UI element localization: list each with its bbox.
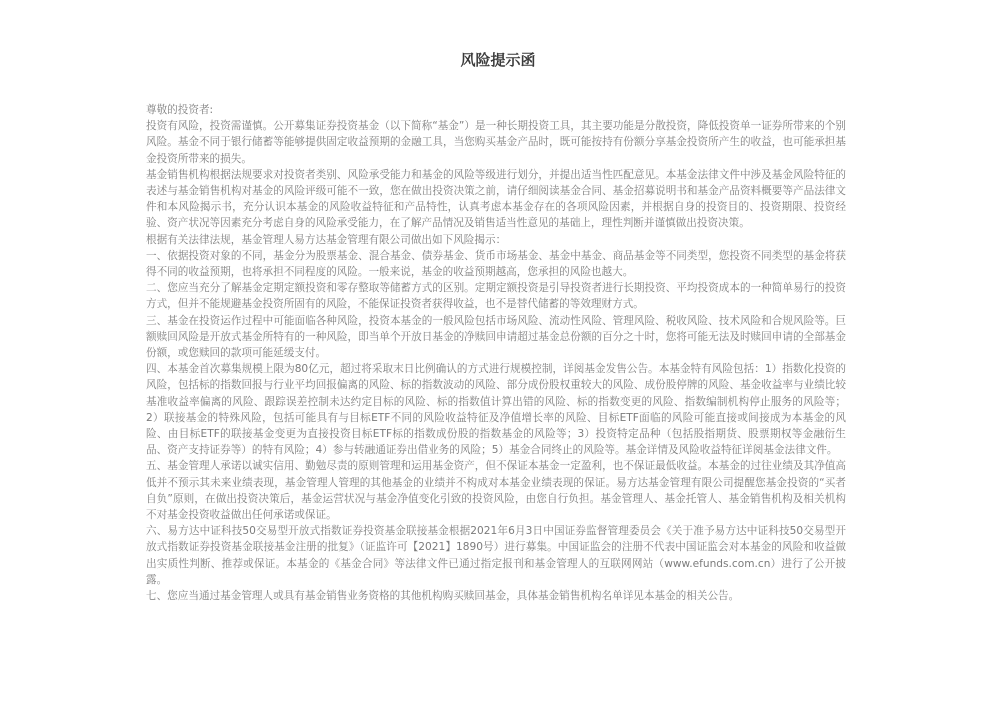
paragraph-item-2: 二、您应当充分了解基金定期定额投资和零存整取等储蓄方式的区别。定期定额投资是引导投资者进行长期投资、平均投资成本的一种简单易行的投资方式，但并不能规避基金投资所固有的风险，不能保证投资者获得收益，也不是替代储蓄的等效理财方式。 <box>146 282 846 311</box>
paragraph-item-4: 四、本基金首次募集规模上限为80亿元，超过将采取末日比例确认的方式进行规模控制，详阅基金发售公告。本基金特有风险包括：1）指数化投资的风险，包括标的指数回报与行业平均回报偏离的风险、标的指数波动的风险、部分成份股权重较大的风险、成份股停牌的风险、基金收益率与业绩比较基准收益率偏离的风险、跟踪误差控制未达约定目标的风险、标的指数值计算出错的风险、标的指数变更的风险、指数编制机构停止服务的风险等；2）联接基金的特殊风险，包括可能具有与目标ETF不同的风险收益特征及净值增长率的风险、目标ETF面临的风险可能直接或间接成为本基金的风险、由目标ETF的联接基金变更为直接投资目标ETF标的指数成份股的指数基金的风险等；3）投资特定品种（包括股指期货、股票期权等金融衍生品、资产支持证券等）的特有风险；4）参与转融通证券出借业务的风险；5）基金合同终止的风险等。基金详情及风险收益特征详阅基金法律文件。 <box>146 363 846 457</box>
paragraph-item-5: 五、基金管理人承诺以诚实信用、勤勉尽责的原则管理和运用基金资产，但不保证本基金一定盈利，也不保证最低收益。本基金的过往业绩及其净值高低并不预示其未来业绩表现，基金管理人管理的其他基金的业绩并不构成对本基金业绩表现的保证。易方达基金管理有限公司提醒您基金投资的“买者自负”原则，在做出投资决策后，基金运营状况与基金净值变化引致的投资风险，由您自行负担。基金管理人、基金托管人、基金销售机构及相关机构不对基金投资收益做出任何承诺或保证。 <box>146 460 846 522</box>
paragraph-item-3: 三、基金在投资运作过程中可能面临各种风险，投资本基金的一般风险包括市场风险、流动性风险、管理风险、税收风险、技术风险和合规风险等。巨额赎回风险是开放式基金所特有的一种风险，即当单个开放日基金的净赎回申请超过基金总份额的百分之十时，您将可能无法及时赎回申请的全部基金份额，或您赎回的款项可能延缓支付。 <box>146 314 846 360</box>
paragraph-disclosure-lead: 根据有关法律法规，基金管理人易方达基金管理有限公司做出如下风险揭示： <box>146 233 507 246</box>
greeting: 尊敬的投资者: <box>146 104 214 116</box>
page-title: 风险提示函 <box>460 51 536 69</box>
paragraph-item-6: 六、易方达中证科技50交易型开放式指数证券投资基金联接基金根据2021年6月3日中国证券监督管理委员会《关于准予易方达中证科技50交易型开放式指数证券投资基金联接基金注册的批复》（证监许可【2021】1890号）进行募集。中国证监会的注册不代表中国证监会对本基金的风险和收益做出实质性判断、推荐或保证。本基金的《基金合同》等法律文件已通过指定报刊和基金管理人的互联网网站（www.efunds.com.cn）进行了公开披露。 <box>146 525 846 586</box>
paragraph-item-1: 一、依据投资对象的不同，基金分为股票基金、混合基金、债券基金、货币市场基金、基金中基金、商品基金等不同类型，您投资不同类型的基金将获得不同的收益预期，也将承担不同程度的风险。一般来说，基金的收益预期越高，您承担的风险也越大。 <box>146 249 846 279</box>
notice-body <box>146 102 846 604</box>
paragraph-suitability: 基金销售机构根据法规要求对投资者类别、风险承受能力和基金的风险等级进行划分，并提出适当性匹配意见。本基金法律文件中涉及基金风险特征的表述与基金销售机构对基金的风险评级可能不一致，您在做出投资决策之前，请仔细阅读基金合同、基金招募说明书和基金产品资料概要等产品法律文件和本风险揭示书，充分认识本基金的风险收益特征和产品特性，认真考虑本基金存在的各项风险因素，并根据自身的投资目的、投资期限、投资经验、资产状况等因素充分考虑自身的风险承受能力，在了解产品情况及销售适当性意见的基础上，理性判断并谨慎做出投资决策。 <box>146 168 846 230</box>
paragraph-item-7: 七、您应当通过基金管理人或具有基金销售业务资格的其他机构购买赎回基金，具体基金销售机构名单详见本基金的相关公告。 <box>146 590 740 603</box>
paragraph-intro: 投资有风险，投资需谨慎。公开募集证券投资基金（以下简称“基金”）是一种长期投资工具，其主要功能是分散投资，降低投资单一证券所带来的个别风险。基金不同于银行储蓄等能够提供固定收益预期的金融工具，当您购买基金产品时，既可能按持有份额分享基金投资所产生的收益，也可能承担基金投资所带来的损失。 <box>146 120 846 165</box>
